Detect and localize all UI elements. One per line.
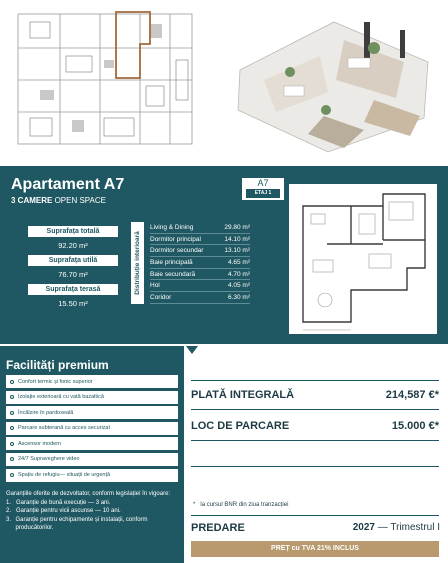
price-divider bbox=[191, 466, 439, 467]
facility-item: 24/7 Supraveghere video bbox=[6, 453, 178, 466]
apartment-title: Apartament A7 bbox=[11, 176, 125, 193]
currency-footnote: * la cursul BNR din ziua tranzacției bbox=[193, 502, 289, 508]
bullet-icon bbox=[10, 395, 14, 399]
total-area-label: Suprafața totală bbox=[28, 226, 118, 237]
bullet-icon bbox=[10, 442, 14, 446]
terrace-area-value: 15.50 m² bbox=[58, 299, 88, 308]
floor-plan-image bbox=[0, 0, 224, 166]
bullet-icon bbox=[10, 380, 14, 384]
total-area-value: 92.20 m² bbox=[58, 241, 88, 250]
unit-floor-plan bbox=[289, 184, 437, 334]
parking-value: 15.000 €* bbox=[391, 420, 439, 432]
facility-item: Parcare subterană cu acces securizat bbox=[6, 422, 178, 435]
bullet-icon bbox=[10, 426, 14, 430]
handover-value: 2027 — Trimestrul I bbox=[352, 522, 440, 533]
full-payment-value: 214,587 €* bbox=[385, 389, 439, 401]
unit-plan-drawing bbox=[289, 184, 437, 334]
room-row: Baie secundară 4.70 m² bbox=[150, 269, 250, 281]
facility-item: Ascensor modern bbox=[6, 437, 178, 450]
handover-label: PREDARE bbox=[191, 522, 245, 534]
facilities-list bbox=[6, 375, 178, 484]
facility-item: Izolație exterioară cu vată bazaltică bbox=[6, 391, 178, 404]
isometric-render-image bbox=[224, 0, 448, 166]
room-row: Coridor 6.30 m² bbox=[150, 292, 250, 304]
full-payment-label: PLATĂ INTEGRALĂ bbox=[191, 389, 295, 401]
warranty-item: 2. Garanție pentru vicii ascunse — 10 ani. bbox=[6, 508, 121, 514]
room-row: Hol 4.05 m² bbox=[150, 280, 250, 292]
price-divider bbox=[191, 380, 439, 381]
area-summary bbox=[28, 226, 118, 313]
unit-floor: ETAJ 1 bbox=[246, 189, 280, 198]
top-images bbox=[0, 0, 448, 166]
bullet-icon bbox=[10, 411, 14, 415]
price-divider bbox=[191, 515, 439, 516]
warranty-section bbox=[6, 490, 178, 533]
room-row: Baie principală 4.65 m² bbox=[150, 257, 250, 269]
room-row: Living & Dining 29.80 m² bbox=[150, 222, 250, 234]
unit-badge bbox=[242, 178, 284, 200]
bullet-icon bbox=[10, 457, 14, 461]
facility-item: Confort termic și fonic superior bbox=[6, 375, 178, 388]
facilities-title: Facilități premium bbox=[6, 358, 109, 372]
distribution-label: Distribuție interioară bbox=[134, 231, 141, 295]
warranty-intro: Garanțiile oferite de dezvoltator, conform legislației în vigoare: bbox=[6, 491, 171, 497]
triangle-marker-icon bbox=[186, 346, 198, 356]
price-divider bbox=[191, 440, 439, 441]
vat-banner: PREȚ cu TVA 21% INCLUS bbox=[191, 541, 439, 557]
warranty-item: 1. Garanție de bună execuție — 3 ani. bbox=[6, 499, 111, 506]
usable-area-label: Suprafața utilă bbox=[28, 255, 118, 266]
terrace-area-label: Suprafața terasă bbox=[28, 284, 118, 295]
room-row: Dormitor principal 14.10 m² bbox=[150, 234, 250, 246]
usable-area-value: 76.70 m² bbox=[58, 270, 88, 279]
price-divider bbox=[191, 409, 439, 410]
distribution-label-box bbox=[131, 222, 144, 304]
apartment-subtitle: 3 CAMERE OPEN SPACE bbox=[11, 196, 106, 205]
unit-code: A7 bbox=[257, 178, 269, 188]
room-row: Dormitor secundar 13.10 m² bbox=[150, 245, 250, 257]
facility-item: Spațiu de refugiu— situații de urgență bbox=[6, 469, 178, 482]
facility-item: Încălzire în pardoseală bbox=[6, 406, 178, 419]
bullet-icon bbox=[10, 473, 14, 477]
parking-label: LOC DE PARCARE bbox=[191, 420, 290, 432]
warranty-item: 3. Garanție pentru echipamente și instalații, conform producătorilor. bbox=[6, 516, 148, 531]
room-list bbox=[150, 222, 250, 304]
